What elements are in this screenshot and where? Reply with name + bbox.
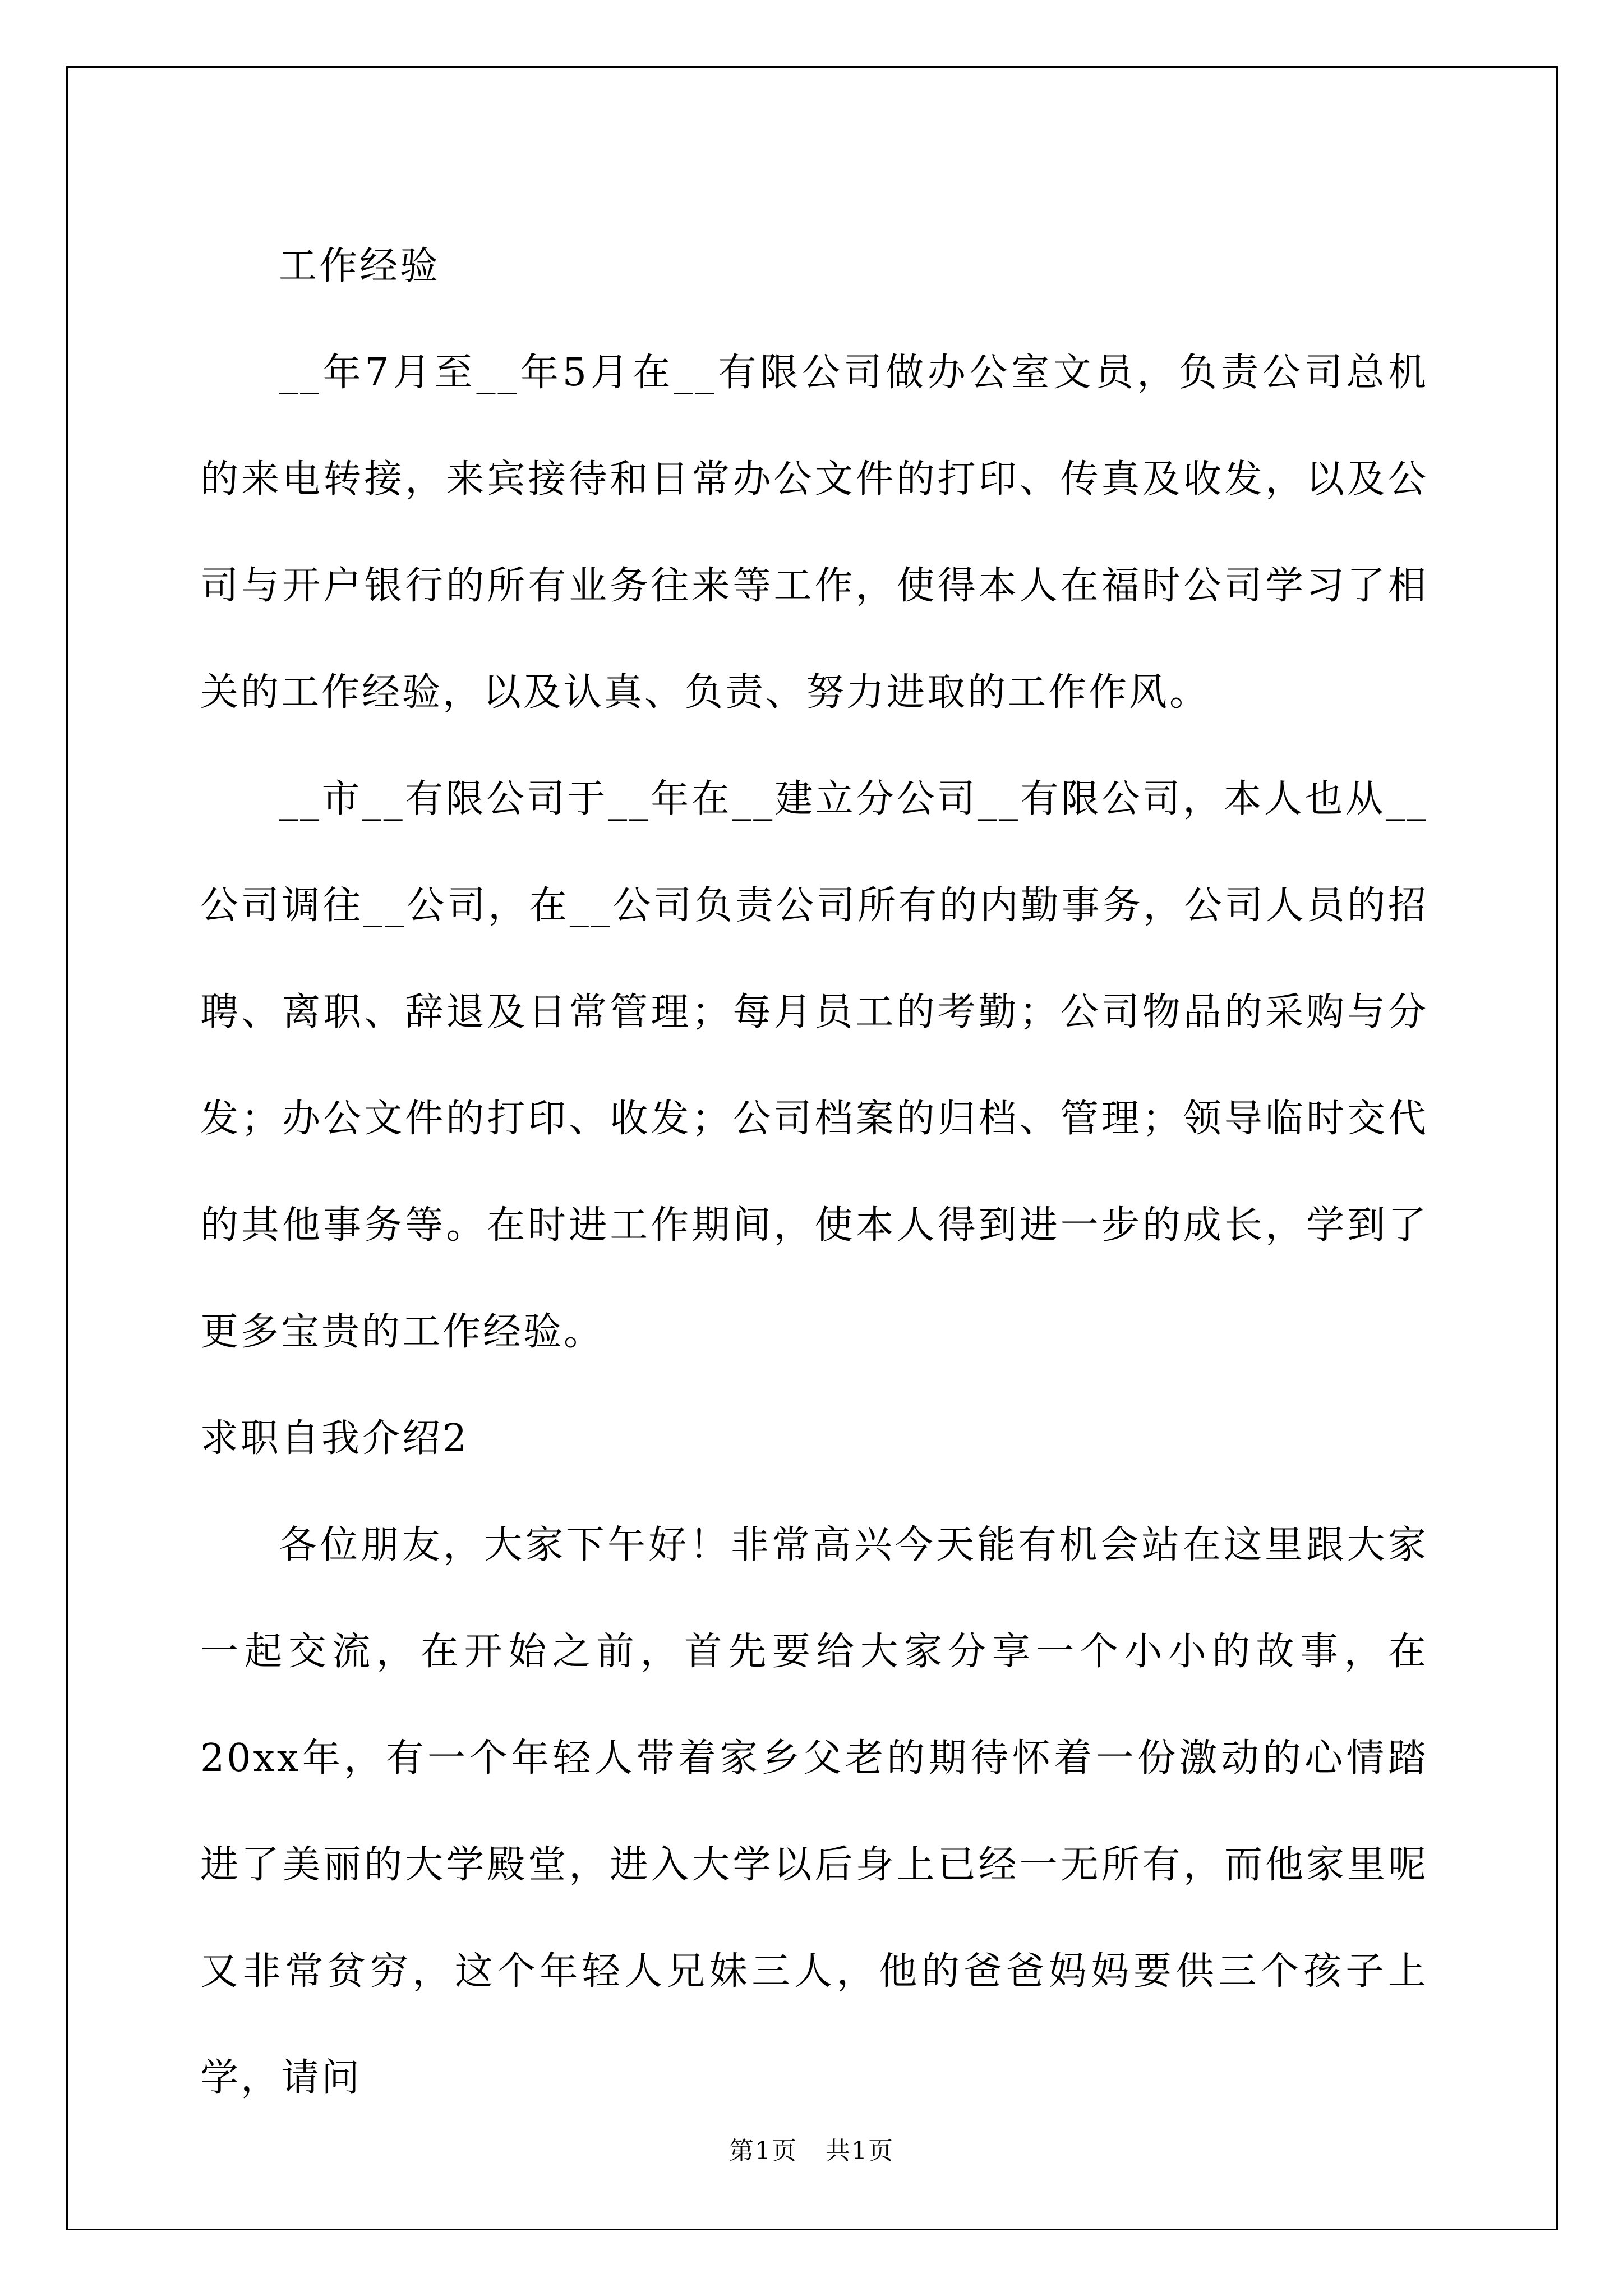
paragraph-branch-office: __市__有限公司于__年在__建立分公司__有限公司，本人也从__公司调往__公司，在__公司负责公司所有的内勤事务，公司人员的招聘、离职、辞退及日常管理；每月员工的考勤；公司物品的采购与分发；办公文件的打印、收发；公司档案的归档、管理；领导临时交代的其他事务等。在时进工作期间，使本人得到进一步的成长，学到了更多宝贵的工作经验。 bbox=[200, 777, 1428, 1354]
page-number-current: 第1页 bbox=[729, 2137, 797, 2165]
paragraph-greeting-story: 各位朋友，大家下午好！非常高兴今天能有机会站在这里跟大家一起交流，在开始之前，首先要给大家分享一个小小的故事，在20xx年，有一个年轻人带着家乡父老的期待怀着一份激动的心情踏进了美丽的大学殿堂，进入大学以后身上已经一无所有，而他家里呢又非常贫穷，这个年轻人兄妹三人，他的爸爸妈妈要供三个孩子上学，请问 bbox=[200, 1523, 1428, 2100]
section-heading-self-introduction: 求职自我介绍2 bbox=[200, 1416, 469, 1461]
page-footer bbox=[0, 2131, 1623, 2166]
section-heading-work-experience: 工作经验 bbox=[279, 244, 441, 288]
paragraph-office-clerk: __年7月至__年5月在__有限公司做办公室文员，负责公司总机的来电转接，来宾接待和日常办公文件的打印、传真及收发，以及公司与开户银行的所有业务往来等工作，使得本人在福时公司学习了相关的工作经验，以及认真、负责、努力进取的工作作风。 bbox=[200, 351, 1428, 715]
page-number-total: 共1页 bbox=[826, 2137, 894, 2165]
document-body bbox=[200, 213, 1428, 2132]
